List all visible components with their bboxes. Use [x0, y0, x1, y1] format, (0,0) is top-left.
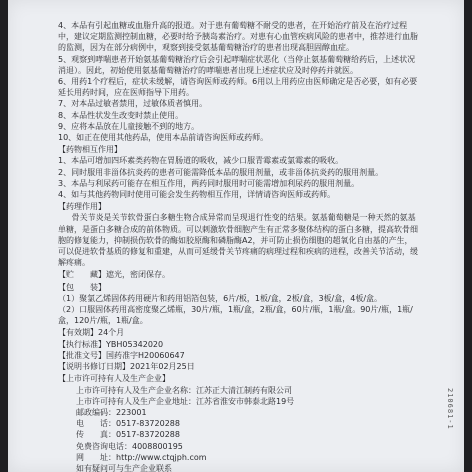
- caution-item: 5、观察到哮喘患者开始氨基葡萄糖治疗后会引起哮喘症状恶化（当停止氨基葡萄糖给药后，上述状况消退）。因此，初始使用氨基葡萄糖治疗的哮喘患者出现上述症状应及时停药并就医。: [58, 54, 416, 75]
- approval-row: [58, 350, 418, 361]
- caution-item: 9、应将本品放在儿童接触不到的地方。: [58, 121, 200, 131]
- mah-address: 上市许可持有人及生产企业地址：江苏省淮安市韩泰北路19号: [76, 396, 295, 406]
- pharmacology-heading: 【药理作用】: [58, 202, 106, 212]
- standard-value: YBH05342020: [106, 339, 164, 349]
- interaction-item: 2、同时服用非甾体抗炎药的患者可能需降低本品的服用剂量，或非甾体抗炎药的服用剂量。: [58, 167, 384, 177]
- storage-value: 遮光，密闭保存。: [106, 270, 170, 280]
- standard-row: [58, 339, 418, 350]
- packaging-item: （1）聚氯乙烯固体药用硬片和药用铝箔包装，6片/板，1板/盒，2板/盒，3板/盒，4板/盒。: [58, 293, 383, 303]
- revision-label: 【说明书修订日期】: [58, 362, 130, 372]
- packaging-heading: 【包 装】: [58, 282, 106, 292]
- standard-label: 【执行标准】: [58, 339, 106, 349]
- caution-item: 7、对本品过敏者禁用，过敏体质者慎用。: [58, 99, 208, 109]
- mah-name: 上市许可持有人及生产企业名称：江苏正大清江制药有限公司: [76, 385, 292, 395]
- approval-label: 【批准文号】: [58, 350, 106, 360]
- interaction-item: 4、如与其他药物同时使用可能会发生药物相互作用，详情请咨询医师或药师。: [58, 190, 336, 200]
- interactions-heading: 【药物相互作用】: [58, 145, 122, 155]
- mah-lines: [58, 385, 418, 472]
- revision-row: [58, 361, 418, 372]
- phone: 电 话：0517-83720288: [76, 419, 180, 429]
- caution-item: 10、如正在使用其他药品，使用本品前请咨询医师或药师。: [58, 133, 269, 143]
- caution-item: 6、用药1个疗程后，症状未缓解，请咨询医师或药师。6用以上用药应由医师确定是否必要，如有必要延长用药时间，应在医师指导下用药。: [58, 77, 418, 98]
- caution-item: 4、本品有引起血糖或血脂升高的报道。对于患有葡萄糖不耐受的患者，在开始治疗前及在治疗过程中，建议定期监测控制血糖，必要时给予胰岛素治疗。对患有心血管疾病风险的患者中，推荐进行血脂的监测，因为在部分病例中，观察到接受氨基葡萄糖治疗的患者出现高胆固醇血症。: [58, 21, 418, 53]
- fax: 传 真：0517-83720288: [76, 430, 180, 440]
- packaging-item: （2）口服固体药用高密度聚乙烯瓶，30片/瓶，1瓶/盒，2瓶/盒，60片/瓶，1瓶/盒。90片/瓶，1瓶/盒，120片/瓶，1瓶/盒。: [58, 305, 413, 326]
- validity-row: [58, 327, 418, 338]
- pharmacology-text: 骨关节炎是关节软骨蛋白多糖生物合成异常而呈现退行性变的结果。氨基葡萄糖是一种天然的氨基单糖，是蛋白多糖合成的前体物质。可以刺激软骨细胞产生有正常多聚体结构的蛋白多糖，提高软骨细胞的修复能力，抑制损伤软骨的酶如胶原酶和磷脂酶A2，并可防止损伤细胞的超氧化自由基的产生，可以促进软骨基质的修复和重建，从而可延缓骨关节疼痛的病理过程和疾病的进程，改善关节活动，缓解疼痛。: [58, 213, 418, 268]
- cautions-list: [58, 20, 418, 143]
- validity-label: 【有效期】: [58, 328, 98, 338]
- postal-code: 邮政编码：223001: [76, 407, 147, 417]
- caution-item: 8、本品性状发生改变时禁止使用。: [58, 110, 184, 120]
- storage-row: [58, 269, 418, 280]
- interaction-item: 3、本品与利尿药可能存在相互作用，两药同时服用时可能需增加利尿药的服用剂量。: [58, 178, 360, 188]
- interaction-item: 1、本品可增加四环素类药物在胃肠道的吸收，减少口服青霉素或氯霉素的吸收。: [58, 156, 344, 166]
- validity-value: 24个月: [98, 328, 125, 338]
- contact-note: 如有疑问可与生产企业联系: [76, 463, 172, 472]
- leaflet-page: [8, 0, 464, 472]
- website: 网 址：http://www.ctqjph.com: [76, 452, 207, 462]
- leaflet-content: [58, 20, 418, 472]
- mah-heading: 【上市许可持有人及生产企业】: [58, 374, 170, 384]
- print-code: 210681-1: [446, 388, 454, 430]
- approval-value: 国药准字H20060647: [106, 350, 185, 360]
- revision-value: 2021年02月25日: [130, 362, 195, 372]
- storage-label: 【贮 藏】: [58, 270, 106, 280]
- hotline: 免费咨询电话：4008800195: [76, 441, 183, 451]
